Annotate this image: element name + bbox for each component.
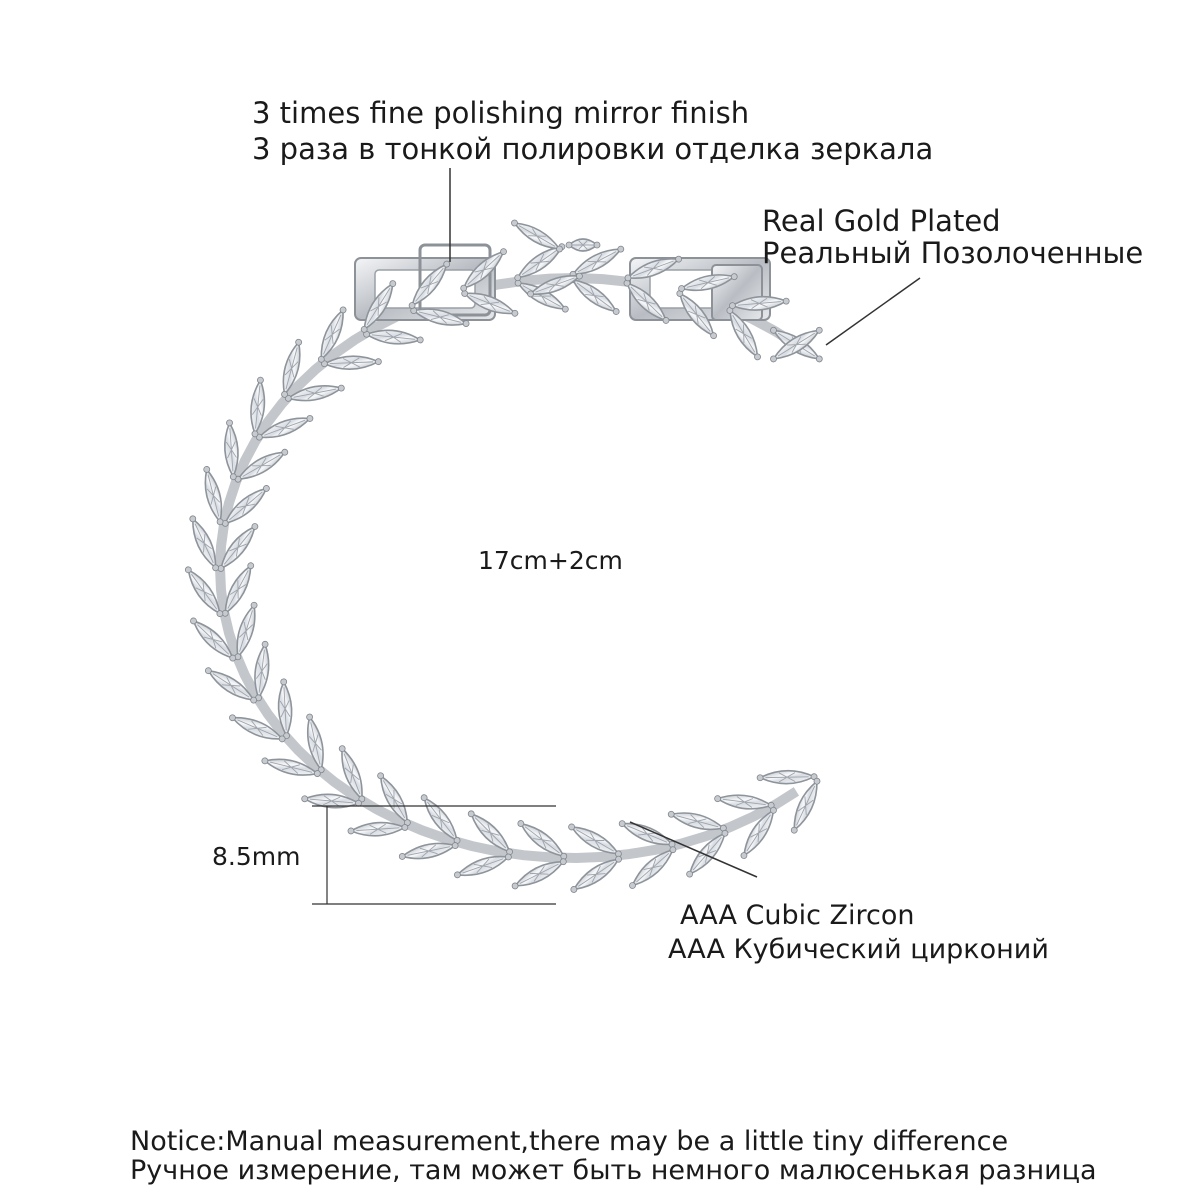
polish-label-ru: 3 раза в тонкой полировки отделка зеркала xyxy=(252,132,934,166)
zircon-stone-outer xyxy=(757,770,817,784)
zircon-stone-inner xyxy=(787,776,824,836)
length-label: 17cm+2cm xyxy=(478,546,623,575)
width-label: 8.5mm xyxy=(212,842,301,871)
stone-label-ru: AAA Кубический цирконий xyxy=(668,934,1049,965)
plating-leader-line xyxy=(826,278,920,345)
zircon-stone-top xyxy=(566,239,600,251)
zircon-stone-top xyxy=(509,216,565,255)
plating-label-en: Real Gold Plated xyxy=(762,204,1001,238)
notice-ru: Ручное измерение, там может быть немного малюсенькая разница xyxy=(130,1155,1097,1186)
stone-label-en: AAA Cubic Zircon xyxy=(680,900,915,931)
plating-label-ru: Реальный Позолоченные xyxy=(762,236,1144,270)
notice-en: Notice:Manual measurement,there may be a little tiny difference xyxy=(130,1126,1009,1157)
polish-label-en: 3 times fine polishing mirror finish xyxy=(252,96,750,130)
